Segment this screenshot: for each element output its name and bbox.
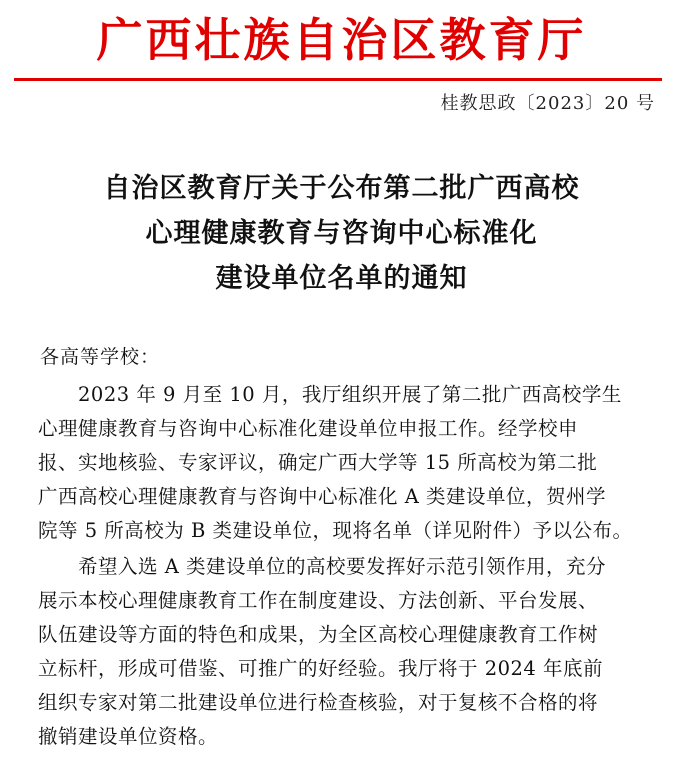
agency-header: 广西壮族自治区教育厅 — [96, 13, 587, 67]
paragraph-line: 组织专家对第二批建设单位进行检查核验，对于复核不合格的将 — [38, 691, 599, 714]
paragraph-line: 广西高校心理健康教育与咨询中心标准化 A 类建设单位，贺州学 — [38, 485, 606, 508]
paragraph-line: 展示本校心理健康教育工作在制度建设、方法创新、平台发展、 — [38, 589, 599, 612]
paragraph-line: 院等 5 所高校为 B 类建设单位，现将名单（详见附件）予以公布。 — [38, 519, 633, 542]
salutation: 各高等学校： — [40, 346, 161, 368]
title-line: 建设单位名单的通知 — [215, 263, 468, 294]
body-paragraph — [38, 378, 640, 548]
title-line: 自治区教育厅关于公布第二批广西高校 — [103, 173, 580, 204]
paragraph-line: 撤销建设单位资格。 — [38, 725, 219, 748]
paragraph-line: 心理健康教育与咨询中心标准化建设单位申报工作。经学校申 — [38, 417, 579, 440]
title-line: 心理健康教育与咨询中心标准化 — [145, 218, 538, 249]
document-title — [0, 166, 683, 301]
paragraph-line: 希望入选 A 类建设单位的高校要发挥好示范引领作用，充分 — [78, 555, 606, 578]
paragraph-line: 立标杆，形成可借鉴、可推广的好经验。我厅将于 2024 年底前 — [38, 657, 604, 680]
red-header-rule — [14, 78, 662, 81]
paragraph-line: 队伍建设等方面的特色和成果，为全区高校心理健康教育工作树 — [38, 623, 599, 646]
body-paragraph — [38, 550, 640, 754]
paragraph-line: 报、实地核验、专家评议，确定广西大学等 15 所高校为第二批 — [38, 451, 598, 474]
document-number: 桂教思政〔2023〕20 号 — [440, 93, 655, 114]
paragraph-line: 2023 年 9 月至 10 月，我厅组织开展了第二批广西高校学生 — [78, 383, 622, 406]
